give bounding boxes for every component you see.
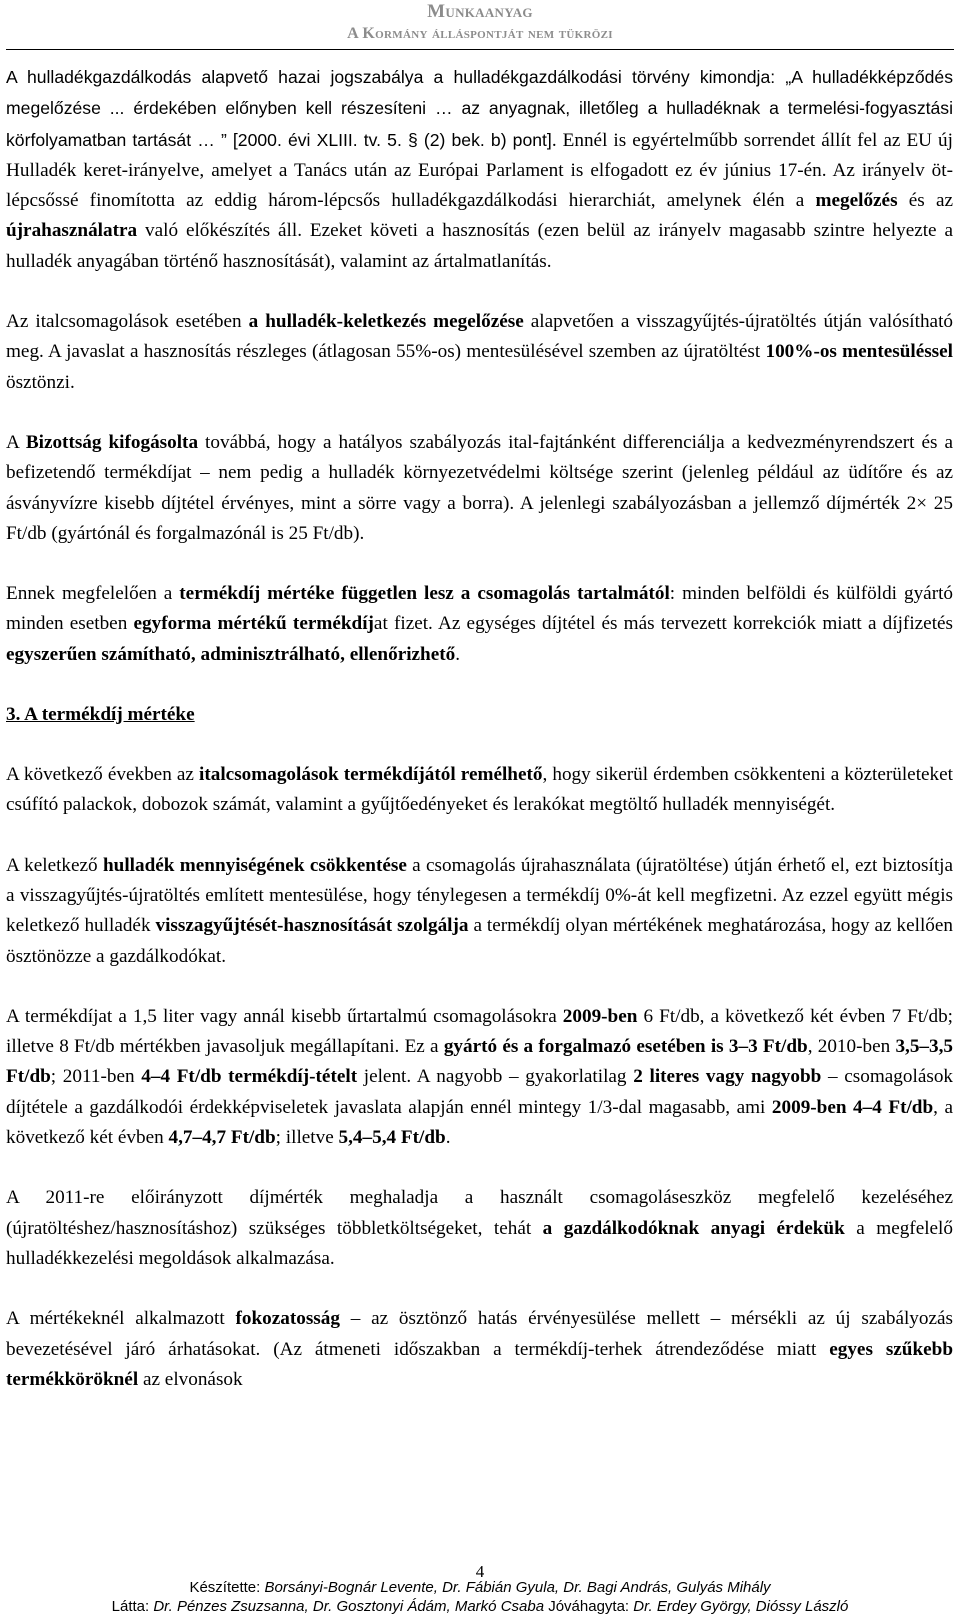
page-number: 4	[475, 1562, 485, 1581]
paragraph-economic-interest: A 2011-re előirányzott díjmérték meghaladja a használt csomagoláseszköz megfelelő kezeléséhez (újratöltéshez/hasznosításhoz) szükséges többletköltségeket, tehát a gazdálkodóknak anyagi érdekük a megfelelő hulladékkezelési megoldások alkalmazása.	[6, 1187, 953, 1269]
paragraph-hierarchy: A hulladékgazdálkodás alapvető hazai jogszabálya a hulladékgazdálkodási törvény kimondja: „A hulladékképződés megelőzése ... érdekében előnyben kell részesíteni … az anyagnak, illetőleg a hulladéknak a termelési-fogyasztási körfolyamatban tartását … ” [2000. évi XLIII. tv. 5. § (2) bek. b) pont]. Ennél is egyértelműbb sorrendet állít fel az EU új Hulladék keret-irányelve, amelyet a Tanács után az Európai Parlament is elfogadott ez év június 17-én. Az irányelv öt-lépcsőssé finomította az eddig három-lépcsős hulladékgazdálkodási hierarchiát, amelynek élén a megelőzés és az újrahasználatra való előkészítés áll. Ezeket követi a hasznosítás (ezen belül az irányelv magasabb szintre helyezte a hulladék anyagában történő hasznosítását), valamint az ártalmatlanítás.	[6, 67, 953, 272]
section-heading: 3. A termékdíj mértéke	[6, 704, 195, 726]
paragraph-fee-rates: A termékdíjat a 1,5 liter vagy annál kisebb űrtartalmú csomagolásokra 2009-ben 6 Ft/db, a következő két évben 7 Ft/db; illetve 8 Ft/db mértékben javasoljuk megállapítani. Ez a gyártó és a forgalmazó esetében is 3–3 Ft/db, 2010-ben 3,5–3,5 Ft/db; 2011-ben 4–4 Ft/db termékdíj-tételt jelent. A nagyobb – gyakorlatilag 2 literes vagy nagyobb – csomagolások díjtétele a gazdálkodói érdekképviseletek javaslata alapján ennél mintegy 1/3-dal magasabb, ami 2009-ben 4–4 Ft/db, a következő két évben 4,7–4,7 Ft/db; illetve 5,4–5,4 Ft/db.	[6, 1005, 954, 1149]
paragraph-waste-reduction: A keletkező hulladék mennyiségének csökkentése a csomagolás újrahasználata (újratöltése) útján érhető el, ezt biztosítja a visszagyűjtés-újratöltés említett mentesülése, hogy ténylegesen a termékdíj 0%-át kell megfizetni. Az ezzel együtt mégis keletkező hulladék visszagyűjtését-hasznosítását szolgálja a termékdíj olyan mértékének meghatározása, hogy az kellően ösztönözze a gazdálkodókat.	[6, 854, 953, 967]
paragraph-expectations: A következő években az italcsomagolások termékdíjától remélhető, hogy sikerül érdemben csökkenteni a közterületeket csúfító palackok, dobozok számát, valamint a gyűjtőedényeket és lerakókat megtöltő hulladék mennyiségét.	[6, 764, 953, 816]
footer-approval: Látta: Dr. Pénzes Zsuzsanna, Dr. Gosztonyi Ádám, Markó Csaba Jóváhagyta: Dr. Erdey György, Dióssy László	[111, 1598, 849, 1615]
header-disclaimer: A Kormány álláspontját nem tükrözi	[347, 25, 613, 42]
law-quote: A hulladékgazdálkodás alapvető hazai jogszabálya a hulladékgazdálkodási törvény kimondja: „A hulladékképződés megelőzése ... érdekében előnyben kell részesíteni … az anyagnak, illetőleg a hulladéknak a termelési-fogyasztási körfolyamatban tartását … ” [2000. évi XLIII. tv. 5. § (2) bek. b) pont]	[6, 67, 953, 150]
paragraph-fee-independence: Ennek megfelelően a termékdíj mértéke független lesz a csomagolás tartalmától: minden belföldi és külföldi gyártó minden esetben egyforma mértékű termékdíjat fizet. Az egységes díjtétel és más tervezett korrekciók miatt a díjfizetés egyszerűen számítható, adminisztrálható, ellenőrizhető.	[6, 583, 954, 665]
footer-prepared-by: Készítette: Borsányi-Bognár Levente, Dr. Fábián Gyula, Dr. Bagi András, Gulyás Mihály	[189, 1579, 771, 1596]
header-draft-label: Munkaanyag	[427, 1, 533, 22]
header-rule	[6, 49, 954, 50]
paragraph-commission-objection: A Bizottság kifogásolta továbbá, hogy a hatályos szabályozás ital-fajtánként differenciálja a kedvezményrendszert és a befizetendő termékdíjat – nem pedig a hulladék környezetvédelmi költsége szerint (jelenleg például az üdítőre és az ásványvízre kisebb díjtétel érvényes, mint a sörre vagy a borra). A jelenlegi szabályozásban a jellemző díjmérték 2× 25 Ft/db (gyártónál és forgalmazónál is 25 Ft/db).	[6, 431, 953, 544]
paragraph-gradualism: A mértékeknél alkalmazott fokozatosság – az ösztönző hatás érvényesülése mellett – mérsékli az új szabályozás bevezetésével járó árhatásokat. (Az átmeneti időszakban a termékdíj-terhek átrendeződése miatt egyes szűkebb termékköröknél az elvonások	[6, 1308, 953, 1390]
document-body	[6, 62, 953, 1395]
paragraph-beverage-packaging: Az italcsomagolások esetében a hulladék-keletkezés megelőzése alapvetően a visszagyűjtés-újratöltés útján valósítható meg. A javaslat a hasznosítás részleges (átlagosan 55%-os) mentesülésével szemben az újratöltést 100%-os mentesüléssel ösztönzi.	[6, 311, 954, 393]
